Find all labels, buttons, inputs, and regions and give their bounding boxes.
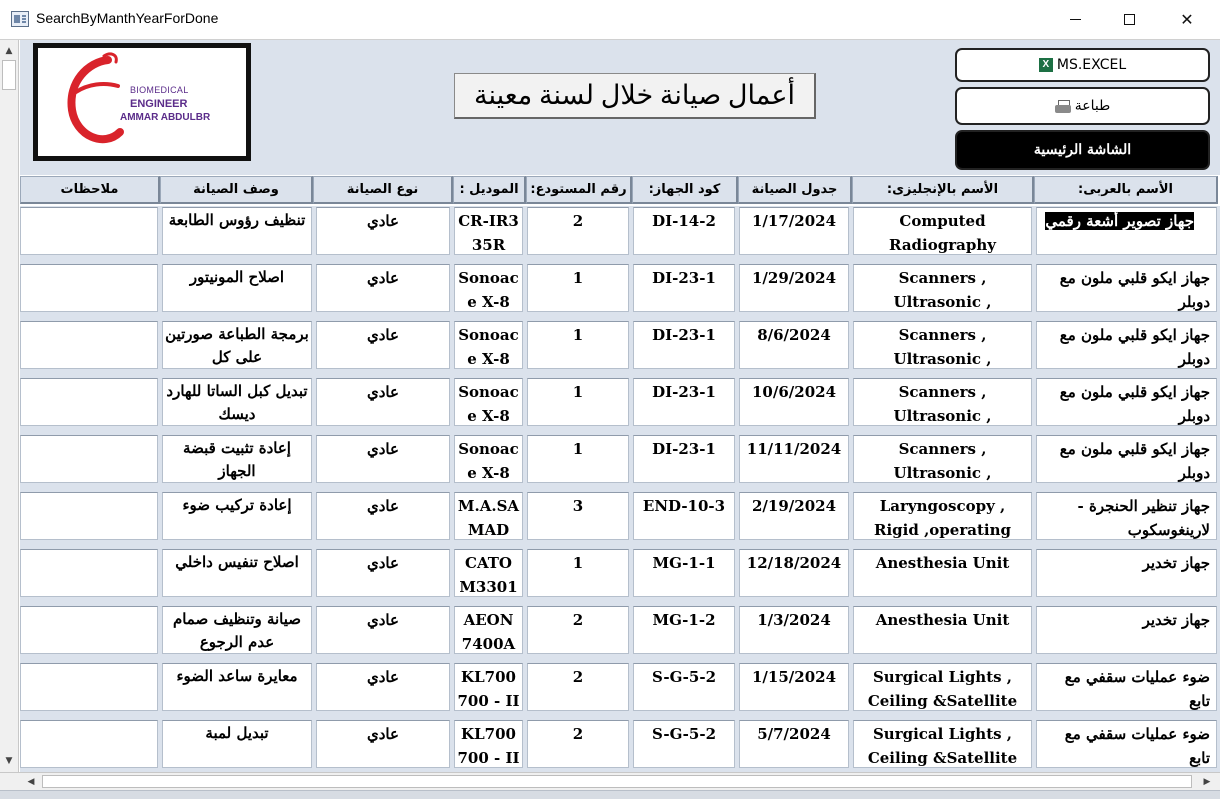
notes-field[interactable] — [20, 663, 158, 711]
description-field[interactable]: برمجة الطباعة صورتين على كل — [162, 321, 312, 369]
minimize-icon — [1070, 19, 1081, 20]
device-code-field[interactable]: S-G-5-2 — [633, 720, 735, 768]
form-icon — [11, 11, 29, 27]
english-name-field[interactable]: Surgical Lights , Ceiling &Satellite — [853, 663, 1032, 711]
maintenance-date-field[interactable]: 1/15/2024 — [739, 663, 849, 711]
description-field[interactable]: اصلاح المونيتور — [162, 264, 312, 312]
maintenance-date-field[interactable]: 10/6/2024 — [739, 378, 849, 426]
printer-icon — [1055, 100, 1071, 113]
description-field[interactable]: صيانة وتنظيف صمام عدم الرجوع — [162, 606, 312, 654]
store-number-field[interactable]: 2 — [527, 207, 629, 255]
arabic-name-field[interactable]: ضوء عمليات سقفي مع تابع — [1036, 720, 1217, 768]
selected-text: جهاز تصوير أشعة رقمي — [1045, 212, 1194, 230]
arabic-name-field[interactable]: جهاز ايكو قلبي ملون مع دوبلر — [1036, 264, 1217, 312]
description-field[interactable]: تبديل لمبة — [162, 720, 312, 768]
scroll-up-arrow-icon[interactable]: ▲ — [5, 46, 13, 56]
vertical-scrollbar[interactable] — [0, 40, 19, 772]
notes-field[interactable] — [20, 720, 158, 768]
notes-field[interactable] — [20, 435, 158, 483]
column-header-english-name: الأسم بالإنجليزى: — [852, 176, 1034, 204]
column-header-schedule: جدول الصيانة — [738, 176, 852, 204]
column-headers — [20, 175, 1220, 206]
table-row — [20, 263, 1220, 320]
scroll-down-arrow-icon[interactable]: ▼ — [5, 756, 13, 766]
device-code-field[interactable]: DI-23-1 — [633, 264, 735, 312]
print-button[interactable] — [955, 87, 1210, 125]
table-row — [20, 377, 1220, 434]
maintenance-date-field[interactable]: 1/17/2024 — [739, 207, 849, 255]
maintenance-type-field[interactable]: عادي — [316, 378, 450, 426]
maximize-button[interactable] — [1106, 0, 1152, 38]
maximize-icon — [1124, 14, 1135, 25]
store-number-field[interactable]: 3 — [527, 492, 629, 540]
device-code-field[interactable]: S-G-5-2 — [633, 663, 735, 711]
maintenance-date-field[interactable]: 1/29/2024 — [739, 264, 849, 312]
arabic-name-field[interactable]: جهاز تخدير — [1036, 606, 1217, 654]
excel-icon: X — [1039, 58, 1053, 72]
model-field[interactable]: CATO M3301 — [454, 549, 523, 597]
maintenance-type-field[interactable]: عادي — [316, 606, 450, 654]
model-field[interactable]: Sonoace X-8 — [454, 378, 523, 426]
horizontal-scroll-thumb[interactable] — [42, 775, 1192, 788]
description-field[interactable]: إعادة تركيب ضوء — [162, 492, 312, 540]
table-row — [20, 662, 1220, 719]
maintenance-date-field[interactable]: 12/18/2024 — [739, 549, 849, 597]
model-field[interactable]: CR-IR335R — [454, 207, 523, 255]
logo-mark-icon — [58, 52, 138, 154]
minimize-button[interactable] — [1052, 0, 1098, 38]
column-header-model: الموديل : — [453, 176, 526, 204]
column-header-maintenance-type: نوع الصيانة — [313, 176, 453, 204]
scrollbar-corner — [0, 772, 20, 790]
maintenance-type-field[interactable]: عادي — [316, 321, 450, 369]
english-name-field[interactable]: Anesthesia Unit — [853, 549, 1032, 597]
close-button[interactable] — [1164, 0, 1210, 38]
table-row — [20, 320, 1220, 377]
notes-field[interactable] — [20, 549, 158, 597]
arabic-name-field[interactable]: جهاز ايكو قلبي ملون مع دوبلر — [1036, 378, 1217, 426]
table-row — [20, 548, 1220, 605]
window-title: SearchByManthYearForDone — [36, 10, 219, 26]
logo-text-line3: AMMAR ABDULBR — [120, 112, 211, 123]
english-name-field[interactable]: Computed Radiography — [853, 207, 1032, 255]
horizontal-scrollbar[interactable] — [20, 772, 1220, 790]
maintenance-date-field[interactable]: 2/19/2024 — [739, 492, 849, 540]
device-code-field[interactable]: DI-23-1 — [633, 435, 735, 483]
print-label: طباعة — [1074, 98, 1111, 114]
english-name-field[interactable]: Scanners , Ultrasonic , — [853, 378, 1032, 426]
store-number-field[interactable]: 2 — [527, 663, 629, 711]
device-code-field[interactable]: MG-1-2 — [633, 606, 735, 654]
description-field[interactable]: معايرة ساعد الضوء — [162, 663, 312, 711]
table-row — [20, 605, 1220, 662]
arabic-name-field[interactable]: جهاز تخدير — [1036, 549, 1217, 597]
model-field[interactable]: Sonoace X-8 — [454, 321, 523, 369]
maintenance-date-field[interactable]: 11/11/2024 — [739, 435, 849, 483]
notes-field[interactable] — [20, 264, 158, 312]
english-name-field[interactable]: Surgical Lights , Ceiling &Satellite — [853, 720, 1032, 768]
model-field[interactable]: Sonoace X-8 — [454, 435, 523, 483]
store-number-field[interactable]: 1 — [527, 549, 629, 597]
description-field[interactable]: اصلاح تنفيس داخلي — [162, 549, 312, 597]
description-field[interactable]: إعادة تثبيت قبضة الجهاز — [162, 435, 312, 483]
description-field[interactable]: تنظيف رؤوس الطابعة — [162, 207, 312, 255]
arabic-name-field[interactable]: جهاز ايكو قلبي ملون مع دوبلر — [1036, 321, 1217, 369]
table-row — [20, 491, 1220, 548]
model-field[interactable]: KL700 700 - II — [454, 720, 523, 768]
model-field[interactable]: M.A.SAMAD — [454, 492, 523, 540]
form-title: أعمال صيانة خلال لسنة معينة — [454, 73, 816, 119]
scroll-right-arrow-icon[interactable]: ▶ — [1203, 777, 1211, 787]
english-name-field[interactable]: Anesthesia Unit — [853, 606, 1032, 654]
scroll-left-arrow-icon[interactable]: ◀ — [27, 777, 35, 787]
store-number-field[interactable]: 2 — [527, 720, 629, 768]
device-code-field[interactable]: MG-1-1 — [633, 549, 735, 597]
title-bar — [0, 0, 1220, 40]
close-icon: ✕ — [1180, 9, 1194, 29]
column-header-arabic-name: الأسم بالعربى: — [1034, 176, 1218, 204]
export-excel-button[interactable] — [955, 48, 1210, 82]
description-field[interactable]: تبديل كبل الساتا للهارد ديسك — [162, 378, 312, 426]
english-name-field[interactable]: Scanners , Ultrasonic , — [853, 435, 1032, 483]
device-code-field[interactable]: DI-23-1 — [633, 378, 735, 426]
maintenance-type-field[interactable]: عادي — [316, 720, 450, 768]
device-code-field[interactable]: END-10-3 — [633, 492, 735, 540]
arabic-name-field[interactable]: جهاز ايكو قلبي ملون مع دوبلر — [1036, 435, 1217, 483]
column-header-store-number: رقم المستودع: — [526, 176, 632, 204]
notes-field[interactable] — [20, 378, 158, 426]
records-list — [20, 206, 1220, 772]
store-number-field[interactable]: 1 — [527, 321, 629, 369]
table-row — [20, 434, 1220, 491]
store-number-field[interactable]: 2 — [527, 606, 629, 654]
maintenance-type-field[interactable]: عادي — [316, 435, 450, 483]
maintenance-type-field[interactable]: عادي — [316, 492, 450, 540]
maintenance-date-field[interactable]: 5/7/2024 — [739, 720, 849, 768]
model-field[interactable]: AEON 7400A — [454, 606, 523, 654]
english-name-field[interactable]: Scanners , Ultrasonic , — [853, 264, 1032, 312]
vertical-scroll-thumb[interactable] — [2, 60, 16, 90]
table-row — [20, 719, 1220, 772]
device-code-field[interactable]: DI-23-1 — [633, 321, 735, 369]
maintenance-date-field[interactable]: 1/3/2024 — [739, 606, 849, 654]
english-name-field[interactable]: Scanners , Ultrasonic , — [853, 321, 1032, 369]
notes-field[interactable] — [20, 207, 158, 255]
notes-field[interactable] — [20, 321, 158, 369]
model-field[interactable]: KL700 700 - II — [454, 663, 523, 711]
biomedical-engineer-logo — [33, 43, 251, 161]
notes-field[interactable] — [20, 606, 158, 654]
notes-field[interactable] — [20, 492, 158, 540]
logo-text-line2: ENGINEER — [130, 98, 188, 110]
export-excel-label: MS.EXCEL — [1056, 57, 1127, 73]
column-header-device-code: كود الجهاز: — [632, 176, 738, 204]
form-header — [20, 40, 1220, 175]
arabic-name-field[interactable]: جهاز تنظير الحنجرة - لارينغوسكوب — [1036, 492, 1217, 540]
maintenance-type-field[interactable]: عادي — [316, 264, 450, 312]
device-code-field[interactable]: DI-14-2 — [633, 207, 735, 255]
logo-text-line1: BIOMEDICAL — [130, 85, 189, 95]
maintenance-type-field[interactable]: عادي — [316, 207, 450, 255]
window-bottom-border — [0, 790, 1220, 799]
arabic-name-field[interactable] — [1036, 207, 1217, 255]
store-number-field[interactable]: 1 — [527, 264, 629, 312]
store-number-field[interactable]: 1 — [527, 435, 629, 483]
maintenance-type-field[interactable]: عادي — [316, 663, 450, 711]
table-row — [20, 206, 1220, 263]
maintenance-type-field[interactable]: عادي — [316, 549, 450, 597]
arabic-name-field[interactable]: ضوء عمليات سقفي مع تابع — [1036, 663, 1217, 711]
column-header-description: وصف الصيانة — [160, 176, 313, 204]
home-screen-button[interactable] — [955, 130, 1210, 170]
model-field[interactable]: Sonoace X-8 — [454, 264, 523, 312]
store-number-field[interactable]: 1 — [527, 378, 629, 426]
english-name-field[interactable]: Laryngoscopy , Rigid ,operating — [853, 492, 1032, 540]
home-screen-label: الشاشة الرئيسية — [1033, 142, 1132, 158]
column-header-notes: ملاحظات — [20, 176, 160, 204]
maintenance-date-field[interactable]: 8/6/2024 — [739, 321, 849, 369]
